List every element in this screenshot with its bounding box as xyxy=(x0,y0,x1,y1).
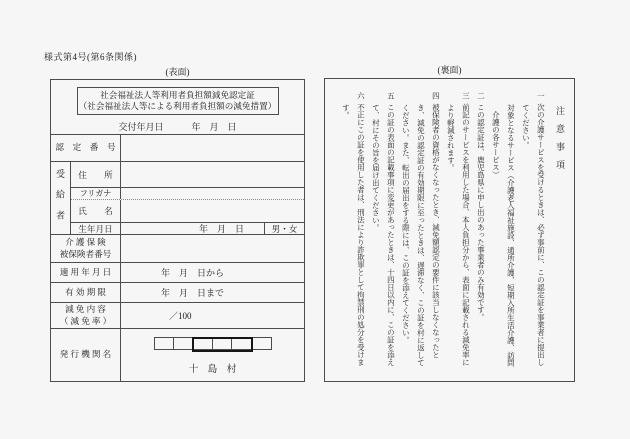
note-item-4-text: 被保険者の資格がなくなったとき、減免額認定の要件に該当しなくなったとき、減免の認定証の有効期限に至ったときは、遅滞なく、この証を村に返してください。また、転出の届出をする際には、この証を添えてください。 xyxy=(401,103,441,367)
note-item-2-number: 二 xyxy=(476,92,486,100)
back-form xyxy=(324,78,575,382)
furigana-value xyxy=(121,188,304,199)
recipient-label-cell xyxy=(51,162,71,234)
note-item-1 xyxy=(518,92,548,373)
form-code-label: 様式第4号(第6条関係) xyxy=(44,52,137,62)
code-box-1 xyxy=(155,338,174,349)
code-box-2 xyxy=(174,338,193,349)
certificate-title-box xyxy=(77,87,279,115)
row-insurance-number xyxy=(51,234,304,262)
reduction-value: ／100 xyxy=(169,311,192,321)
note-item-3-text: 前記のサービスを利用した場合、本人負担分から、表面に記載される減免率により軽減されます。 xyxy=(446,103,471,366)
note-item-1-number: 一 xyxy=(536,92,546,100)
reduction-label-line1: 減 免 内 容 xyxy=(65,304,106,315)
address-label: 住 所 xyxy=(71,162,121,187)
note-item-2 xyxy=(473,92,488,373)
note-item-6-text: 不正にこの証を使用した者は、刑法により詐欺罪として拘禁刑の処分を受けます。 xyxy=(341,103,366,366)
notes-vertical-text xyxy=(325,79,574,381)
valid-period-value: 年 月 日まで xyxy=(161,288,225,298)
certificate-title-line1: 社会福祉法人等利用者負担額減免認定証 xyxy=(100,90,255,101)
recipient-rows xyxy=(71,162,304,234)
row-valid-period xyxy=(51,282,304,302)
row-address xyxy=(71,162,304,187)
note-item-6-number: 六 xyxy=(356,92,366,100)
valid-period-label: 有 効 期 限 xyxy=(51,283,121,302)
cert-number-label: 認 定 番 号 xyxy=(51,135,121,161)
code-box-6 xyxy=(252,338,271,349)
front-side-label: (表面) xyxy=(165,67,190,77)
furigana-label: フリガナ xyxy=(71,188,121,199)
note-item-1-text: 次の介護サービスを受けるときは、必ず事前に、この認定証を事業者に提出してください。 xyxy=(521,103,546,366)
row-reduction xyxy=(51,302,304,328)
issuer-label: 発 行 機 関 名 xyxy=(51,329,121,381)
name-value xyxy=(121,200,304,222)
note-item-5 xyxy=(368,92,398,373)
code-box-3 xyxy=(194,339,213,350)
code-box-4 xyxy=(213,339,232,350)
back-side-label: (裏面) xyxy=(437,65,462,75)
insurance-label-line2: 被保険者番号 xyxy=(59,248,112,259)
cert-number-value xyxy=(121,135,304,161)
apply-date-value: 年 月 日から xyxy=(161,268,225,278)
issuer-name: 十 島 村 xyxy=(188,365,237,375)
row-birthdate xyxy=(71,222,304,234)
front-form-header xyxy=(51,80,304,134)
note-item-4 xyxy=(398,92,443,373)
note-item-5-text: この証の表面の記載事項に変更があったときは、十四日以内に、この証を添えて、村にその旨を届け出てください。 xyxy=(371,103,396,366)
front-form xyxy=(50,79,305,382)
row-issuer xyxy=(51,328,304,381)
issue-date-value: 年 月 日 xyxy=(191,122,237,132)
note-item-3 xyxy=(443,92,473,373)
birthdate-label: 生年月日 xyxy=(71,223,121,234)
issuer-value-area xyxy=(121,329,304,381)
issue-date-row xyxy=(51,120,304,133)
recipient-label: 受給者 xyxy=(55,168,65,232)
birthdate-value: 年 月 日 xyxy=(198,224,244,234)
address-value xyxy=(121,162,304,187)
note-item-6 xyxy=(338,92,368,373)
apply-date-label: 適 用 年 月 日 xyxy=(51,263,121,282)
note-item-5-number: 五 xyxy=(386,92,396,100)
note-item-3-number: 三 xyxy=(461,92,471,100)
row-cert-number xyxy=(51,134,304,161)
insurance-number-label xyxy=(51,235,121,262)
note-item-2-text: この認定証は、鹿児島県に申し出のあった事業者のみ有効です。 xyxy=(476,103,486,321)
row-furigana xyxy=(71,187,304,199)
name-label: 氏 名 xyxy=(71,200,121,222)
recipient-section xyxy=(51,161,304,234)
insurance-number-value xyxy=(121,235,304,262)
issue-date-label: 交付年月日 xyxy=(118,122,164,132)
note-item-4-number: 四 xyxy=(431,92,441,100)
reduction-label-line2: （ 減 免 率 ） xyxy=(59,315,112,326)
code-box-bold-group xyxy=(192,337,253,352)
notes-heading: 注 意 事 項 xyxy=(555,106,565,169)
certificate-title-line2: （社会福祉法人等による利用者負担額の減免措置） xyxy=(78,101,277,111)
reduction-label xyxy=(51,303,121,328)
insurance-label-line1: 介 護 保 険 xyxy=(65,237,106,248)
sex-options: 男・女 xyxy=(264,223,304,234)
issuer-code-boxes xyxy=(154,337,272,350)
row-name xyxy=(71,199,304,222)
code-box-5 xyxy=(232,339,251,350)
note-item-1-sub: 対象となるサービス（介護老人福祉施設、通所介護、短期入所生活介護、訪問介護の各サービス） xyxy=(491,104,516,367)
row-apply-date xyxy=(51,262,304,282)
